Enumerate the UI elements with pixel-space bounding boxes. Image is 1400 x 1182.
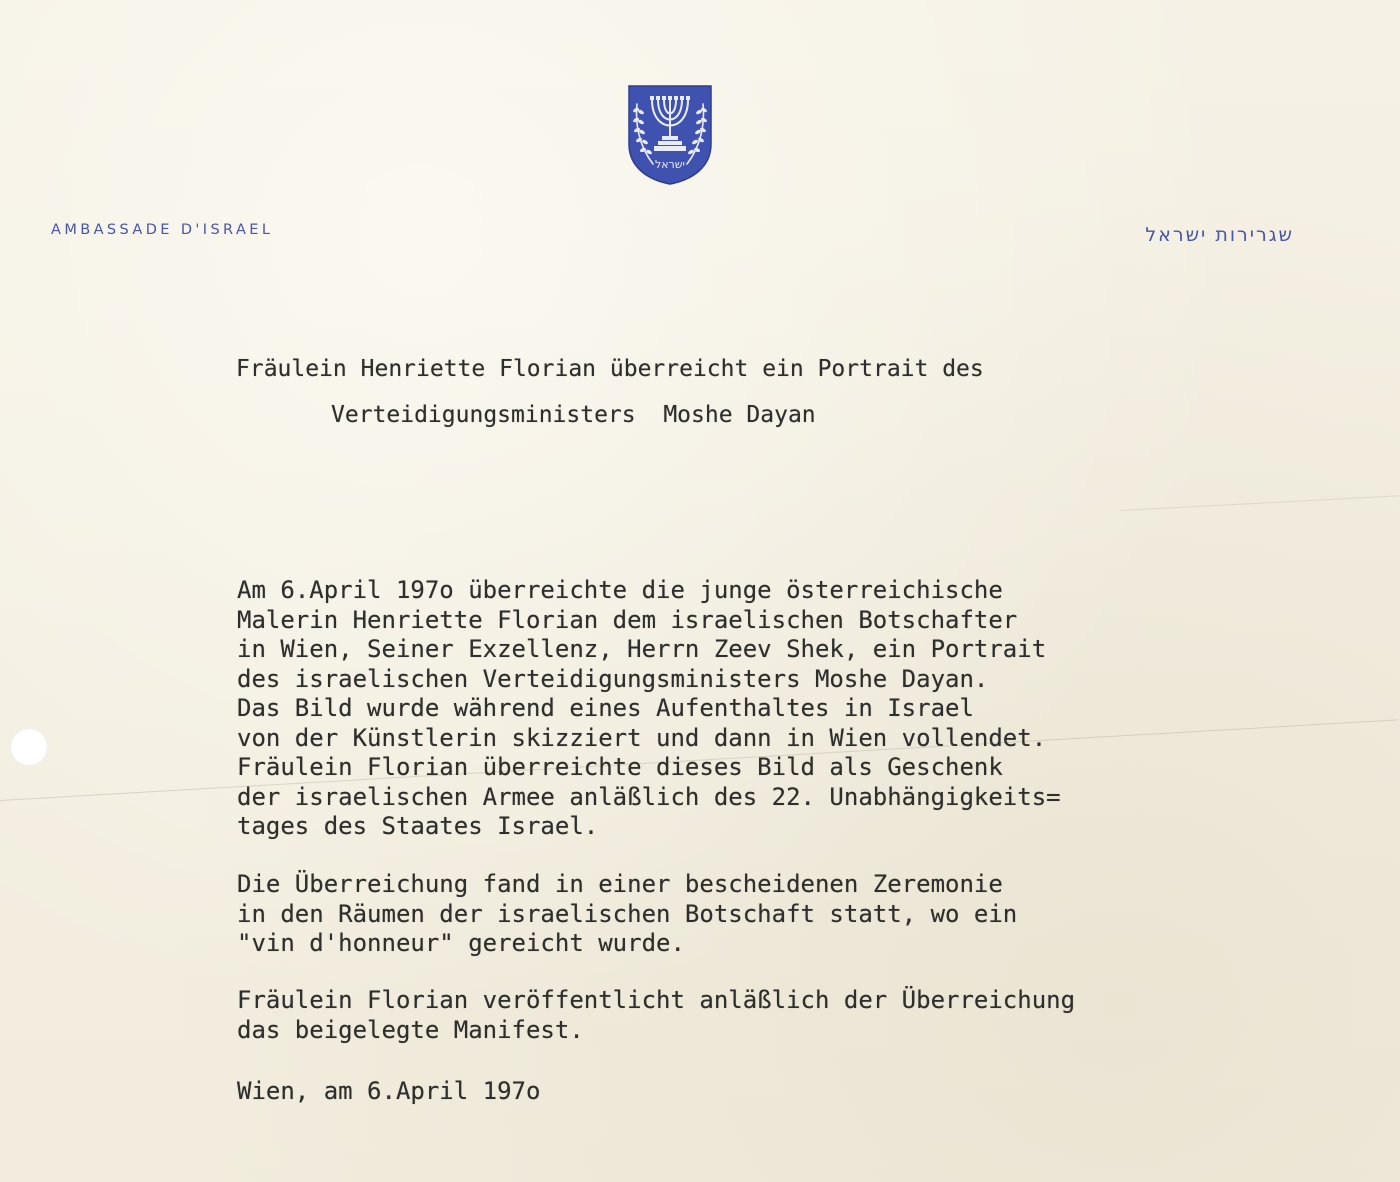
text-line: in den Räumen der israelischen Botschaft statt, wo ein [237,899,1018,928]
letter-title-line-2: Verteidigungsministers Moshe Dayan [331,402,816,428]
emblem-caption: ישראל [654,158,686,171]
text-line: Fräulein Florian überreichte dieses Bild als Geschenk [237,753,1003,781]
text-line: Die Überreichung fand in einer bescheidenen Zeremonie [237,870,1003,898]
paper-fold-line [1120,495,1400,511]
text-line: in Wien, Seiner Exzellenz, Herrn Zeev Shek, ein Portrait [237,635,1047,663]
text-line: Am 6.April 197o überreichte die junge österreichische [237,576,1003,604]
text-line: Das Bild wurde während eines Aufenthaltes in Israel [237,694,974,722]
text-line: Malerin Henriette Florian dem israelischen Botschafter [237,605,1018,634]
punch-hole [10,728,48,766]
text-line: von der Künstlerin skizziert und dann in Wien vollendet. [237,723,1047,752]
text-line: "vin d'honneur" gereicht wurde. [237,929,685,957]
text-line: der israelischen Armee anläßlich des 22. Unabhängigkeits= [237,782,1061,811]
menorah-emblem-icon [627,84,713,186]
letter-title-line-1: Fräulein Henriette Florian überreicht ein Portrait des [236,356,984,382]
letterhead-embassy-hebrew: שגרירות ישראל [1145,224,1294,246]
text-line: tages des Staates Israel. [237,812,599,840]
text-line: Fräulein Florian veröffentlicht anläßlich der Überreichung [237,986,1076,1014]
text-line: das beigelegte Manifest. [237,1015,584,1044]
text-line: des israelischen Verteidigungsministers Moshe Dayan. [237,664,989,693]
letterhead-embassy-french: AMBASSADE D'ISRAEL [51,222,274,238]
place-and-date: Wien, am 6.April 197o [237,1077,541,1105]
